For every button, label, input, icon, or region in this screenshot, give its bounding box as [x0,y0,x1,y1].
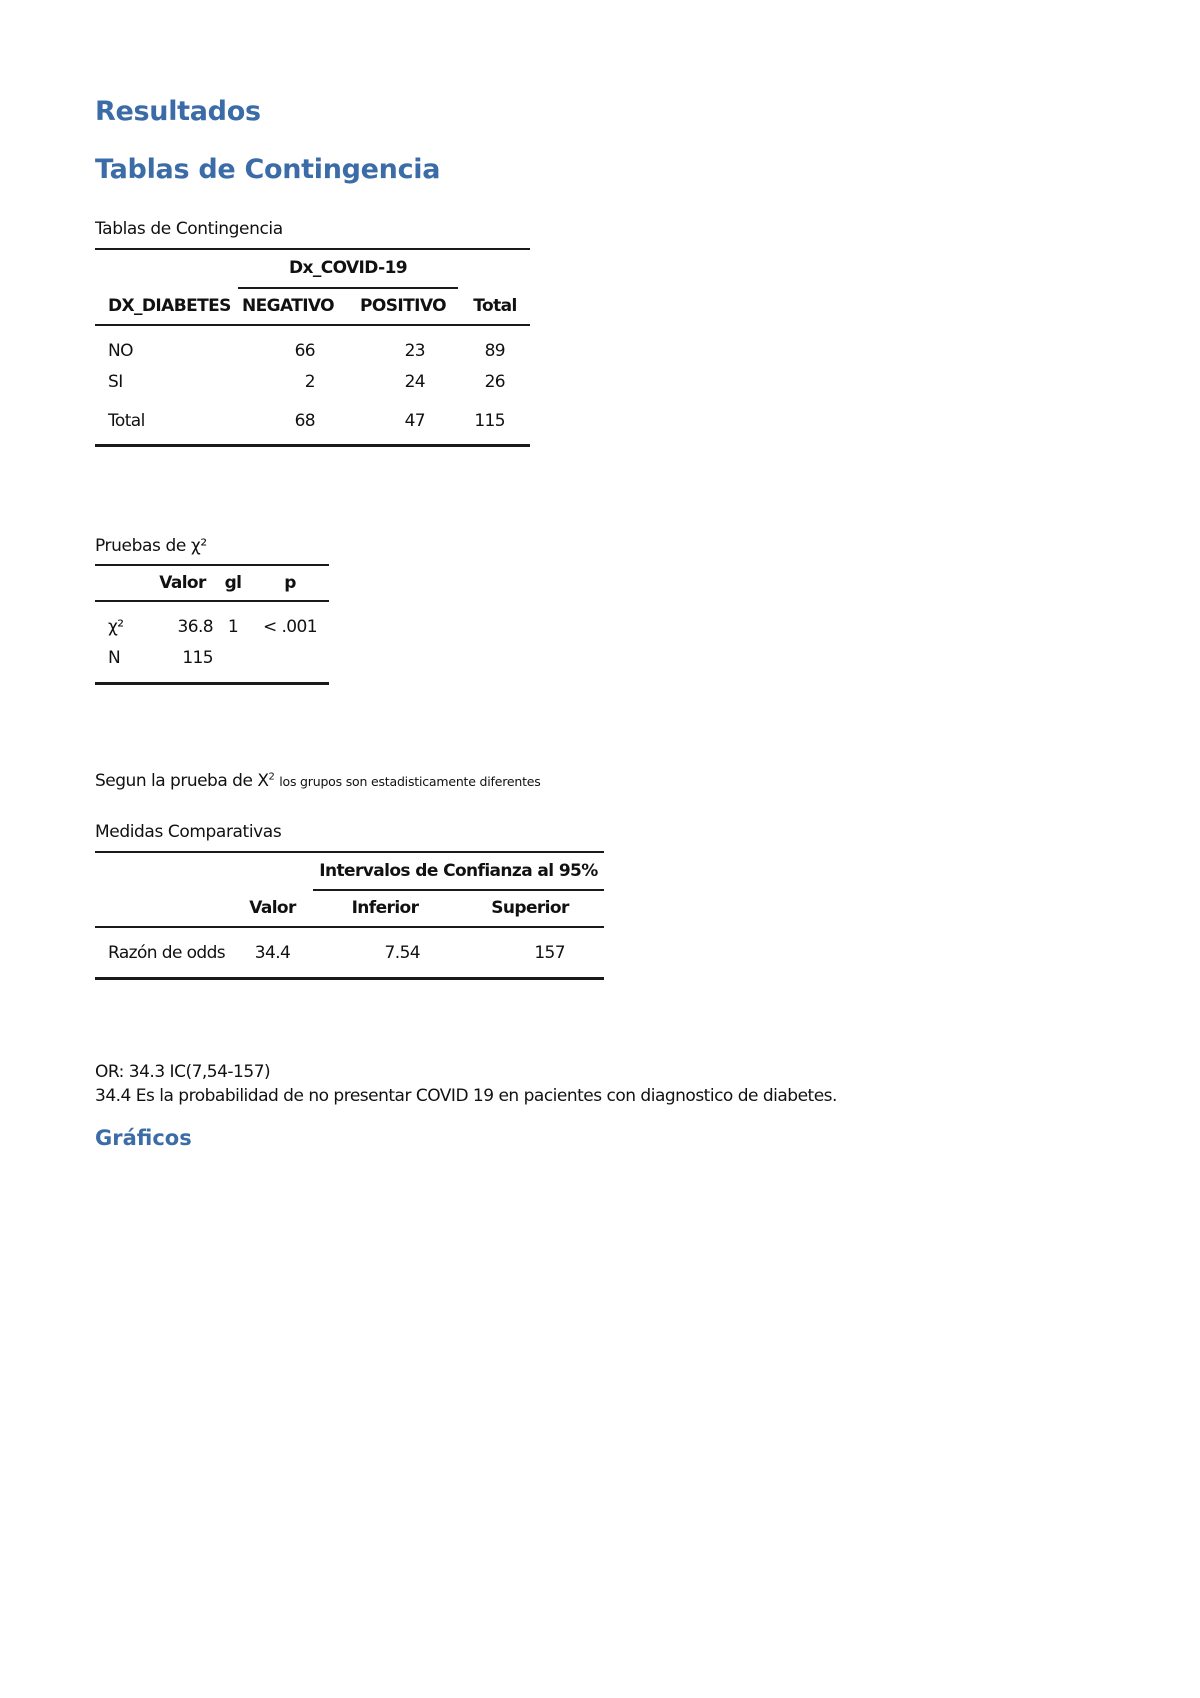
col-header-inferior: Inferior [351,898,419,918]
measures-table-caption: Medidas Comparativas [95,822,282,842]
table-bottom-rule [95,682,329,685]
col-header-superior: Superior [491,898,569,918]
ci-group-header: Intervalos de Confianza al 95% [319,861,598,881]
col-header-gl: gl [224,573,242,593]
group-header-rule [313,889,604,891]
conclusion-line-2: 34.4 Es la probabilidad de no presentar COVID 19 en pacientes con diagnostico de diabetes. [95,1086,837,1106]
row-label: SI [108,372,123,392]
table-bottom-rule [95,977,604,980]
chi-note-sup: 2 [268,771,275,783]
charts-heading: Gráficos [95,1126,192,1150]
chi-table-caption: Pruebas de χ² [95,536,207,556]
col-header-negativo: NEGATIVO [241,296,335,316]
chi-note [95,771,541,791]
row-label: N [108,648,121,668]
table-cell: 26 [484,372,505,392]
row-label: χ² [108,617,124,637]
table-cell: 36.8 [177,617,213,637]
col-header-total: Total [473,296,517,316]
header-rule [95,926,604,928]
col-header-p: p [284,573,296,593]
chi-note-suffix: los grupos son estadisticamente diferentes [279,774,541,789]
table-cell: 2 [304,372,315,392]
table-cell: 47 [404,411,425,431]
table-top-rule [95,248,530,250]
table-cell: < .001 [263,617,317,637]
chi-note-prefix: Segun la prueba de X [95,771,269,791]
contingency-table-caption: Tablas de Contingencia [95,219,283,239]
col-header-positivo: POSITIVO [360,296,446,316]
table-top-rule [95,564,329,566]
table-top-rule [95,851,604,853]
header-rule [95,600,329,602]
table-cell: 66 [294,341,315,361]
table-cell: 115 [182,648,213,668]
row-label: Razón de odds [108,943,226,963]
col-header-valor: Valor [159,573,206,593]
row-label: NO [108,341,133,361]
table-cell: 89 [484,341,505,361]
group-header: Dx_COVID-19 [288,258,408,278]
table-cell: 115 [474,411,505,431]
table-cell: 23 [404,341,425,361]
total-row-label: Total [108,411,145,431]
results-heading: Resultados [95,96,261,127]
group-header-rule [238,287,458,289]
table-cell: 157 [534,943,565,963]
table-cell: 1 [227,617,239,637]
table-cell: 7.54 [384,943,420,963]
table-cell: 34.4 [254,943,291,963]
col-header-valor: Valor [249,898,296,918]
table-cell: 24 [404,372,425,392]
contingency-heading: Tablas de Contingencia [95,154,441,185]
table-cell: 68 [294,411,315,431]
conclusion-line-1: OR: 34.3 IC(7,54-157) [95,1062,271,1082]
header-rule [95,324,530,326]
row-var-header: DX_DIABETES [108,296,231,316]
table-bottom-rule [95,444,530,447]
